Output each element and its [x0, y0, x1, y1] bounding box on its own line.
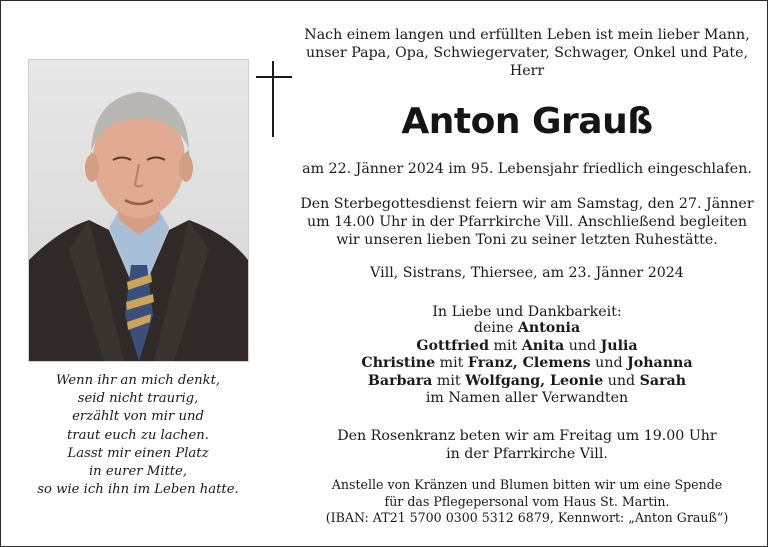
poem-line: in eurer Mitte,: [88, 464, 188, 480]
family-line: Barbara mit Wolfgang, Leonie und Sarah: [367, 372, 687, 389]
poem: [21, 372, 255, 499]
donation-line: (IBAN: AT21 5700 0300 5312 6879, Kennwort: „Anton Grauß“): [325, 510, 729, 525]
funeral-line: um 14.00 Uhr in der Pfarrkirche Vill. Anschließend begleiten: [306, 214, 747, 230]
poem-line: so wie ich ihn im Leben hatte.: [37, 482, 239, 498]
portrait-illustration: [29, 60, 248, 361]
family-line: im Namen aller Verwandten: [425, 390, 629, 407]
intro-line: unser Papa, Opa, Schwiegervater, Schwager, Onkel und Pate,: [305, 45, 749, 61]
poem-line: erzählt von mir und: [72, 409, 204, 425]
deceased-name: Anton Grauß: [401, 101, 653, 142]
family-line: deine Antonia: [473, 320, 581, 336]
rosary-text: [297, 427, 757, 463]
poem-line: Lasst mir einen Platz: [67, 445, 209, 461]
rosary-line: Den Rosenkranz beten wir am Freitag um 19.00 Uhr: [337, 428, 717, 444]
family-list: [297, 320, 757, 408]
poem-line: Wenn ihr an mich denkt,: [55, 373, 221, 388]
portrait-photo: [28, 59, 249, 362]
funeral-line: wir unseren lieben Toni zu seiner letzten Ruhestätte.: [336, 232, 718, 248]
intro-line: Nach einem langen und erfüllten Leben ist mein lieber Mann,: [304, 27, 750, 43]
cross-icon: [256, 61, 292, 137]
poem-line: traut euch zu lachen.: [67, 427, 209, 443]
funeral-text: [297, 195, 757, 249]
donation-text: [297, 477, 757, 527]
funeral-line: Den Sterbegottesdienst feiern wir am Samstag, den 27. Jänner: [300, 196, 754, 212]
family-line: Gottfried mit Anita und Julia: [416, 337, 638, 354]
donation-line: für das Pflegepersonal vom Haus St. Martin.: [384, 493, 670, 509]
thanks-heading: In Liebe und Dankbarkeit:: [432, 304, 622, 320]
place-date: Vill, Sistrans, Thiersee, am 23. Jänner 2024: [370, 265, 684, 281]
intro-line: Herr: [509, 63, 545, 79]
donation-line: Anstelle von Kränzen und Blumen bitten wir um eine Spende: [331, 477, 723, 492]
poem-line: seid nicht traurig,: [77, 391, 199, 407]
family-line: Christine mit Franz, Clemens und Johanna: [361, 355, 693, 372]
intro-text: [297, 26, 757, 80]
rosary-line: in der Pfarrkirche Vill.: [446, 446, 608, 462]
death-line: am 22. Jänner 2024 im 95. Lebensjahr friedlich eingeschlafen.: [302, 161, 752, 177]
